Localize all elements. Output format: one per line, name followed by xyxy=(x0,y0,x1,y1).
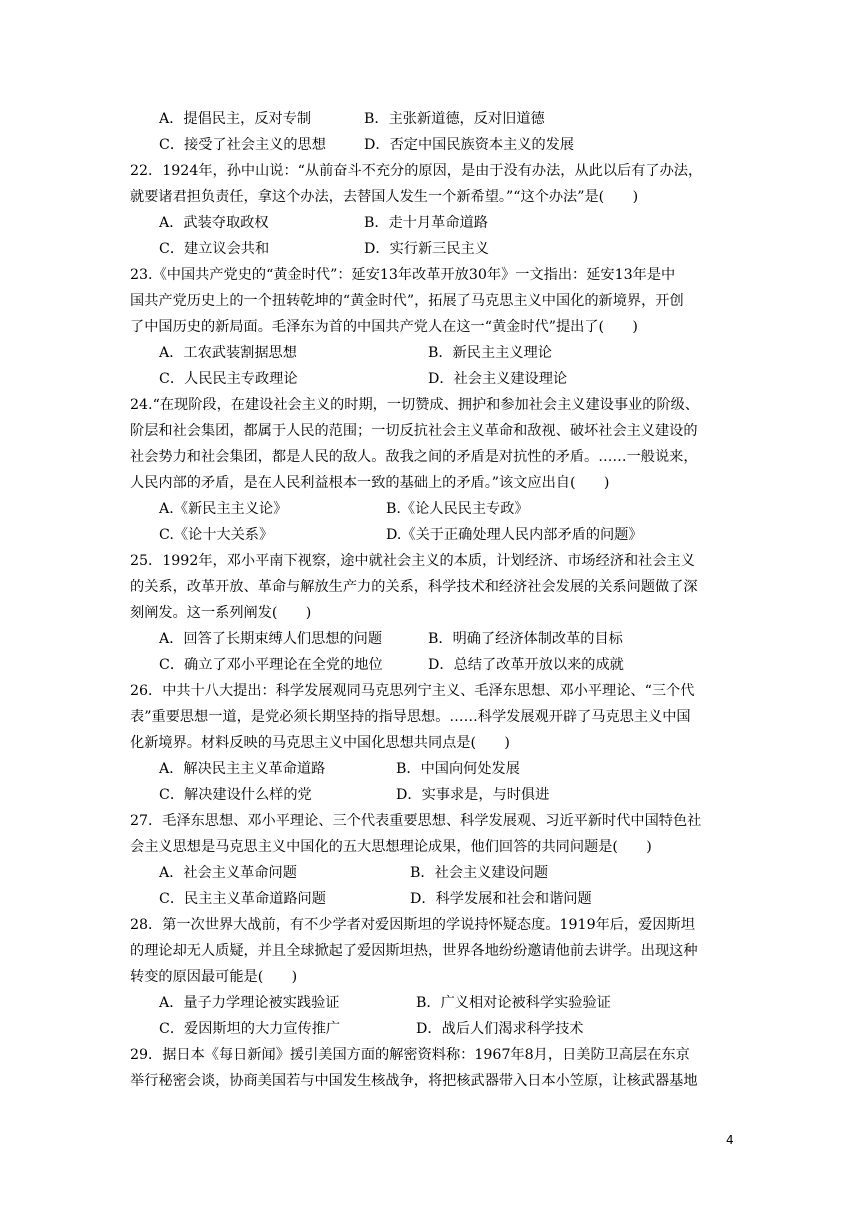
exam-content xyxy=(130,106,732,1094)
question-text-line: 的关系，改革开放、革命与解放生产力的关系，科学技术和经济社会发展的关系问题做了深 xyxy=(130,579,698,595)
answer-option: B．明确了经济体制改革的目标 xyxy=(428,631,623,647)
question-text-line: 27．毛泽东思想、邓小平理论、三个代表重要思想、科学发展观、习近平新时代中国特色社 xyxy=(130,813,702,829)
answer-option: B．中国向何处发展 xyxy=(396,761,520,777)
question-text-line: 人民内部的矛盾，是在人民利益根本一致的基础上的矛盾。”该文应出自( ) xyxy=(130,475,610,491)
answer-option: A．工农武装割据思想 xyxy=(159,345,297,361)
options-row xyxy=(130,652,732,678)
options-row xyxy=(130,782,732,808)
options-row xyxy=(130,210,732,236)
answer-option: D．总结了改革开放以来的成就 xyxy=(428,657,624,673)
options-row xyxy=(130,106,732,132)
answer-option: D．否定中国民族资本主义的发展 xyxy=(364,137,575,153)
question-text-line: 22．1924年，孙中山说：“从前奋斗不充分的原因，是由于没有办法，从此以后有了办法， xyxy=(130,163,703,179)
answer-option: C.《论十大关系》 xyxy=(159,527,274,543)
answer-option: B．社会主义建设问题 xyxy=(410,865,549,881)
answer-option: C．接受了社会主义的思想 xyxy=(159,137,326,153)
options-row xyxy=(130,522,732,548)
question-text-line: 25．1992年，邓小平南下视察，途中就社会主义的本质，计划经济、市场经济和社会主义 xyxy=(130,553,695,569)
answer-option: B．走十月革命道路 xyxy=(364,215,488,231)
answer-option: D．社会主义建设理论 xyxy=(428,371,568,387)
options-row xyxy=(130,340,732,366)
answer-option: A．社会主义革命问题 xyxy=(159,865,297,881)
options-row xyxy=(130,990,732,1016)
answer-option: B．新民主主义理论 xyxy=(428,345,552,361)
question-text-line: 刻阐发。这一系列阐发( ) xyxy=(130,605,312,621)
answer-option: B．主张新道德，反对旧道德 xyxy=(364,111,545,127)
question-text-line: 的理论却无人质疑，并且全球掀起了爱因斯坦热，世界各地纷纷邀请他前去讲学。出现这种 xyxy=(130,943,698,959)
question-text-line: 社会势力和社会集团，都是人民的敌人。敌我之间的矛盾是对抗性的矛盾。……一般说来， xyxy=(130,449,698,465)
answer-option: C．人民民主专政理论 xyxy=(159,371,298,387)
page-number: 4 xyxy=(726,1133,734,1147)
options-row xyxy=(130,236,732,262)
question-text-line: 24.“在现阶段，在建设社会主义的时期，一切赞成、拥护和参加社会主义建设事业的阶级、 xyxy=(130,397,699,413)
question-text-line: 了中国历史的新局面。毛泽东为首的中国共产党人在这一“黄金时代”提出了( ) xyxy=(130,319,638,335)
answer-option: D．实事求是，与时俱进 xyxy=(396,787,550,803)
answer-option: A．武装夺取政权 xyxy=(159,215,269,231)
options-row xyxy=(130,860,732,886)
question-text-line: 23.《中国共产党史的“黄金时代”：延安13年改革开放30年》一文指出：延安13年是中 xyxy=(130,267,676,283)
answer-option: C．爱因斯坦的大力宣传推广 xyxy=(159,1021,341,1037)
options-row xyxy=(130,886,732,912)
question-text-line: 举行秘密会谈，协商美国若与中国发生核战争，将把核武器带入日本小笠原，让核武器基地 xyxy=(130,1073,698,1089)
options-row xyxy=(130,1016,732,1042)
question-text-line: 28．第一次世界大战前，有不少学者对爱因斯坦的学说持怀疑态度。1919年后，爱因斯坦 xyxy=(130,917,695,933)
question-text-line: 转变的原因最可能是( ) xyxy=(130,969,298,985)
options-row xyxy=(130,496,732,522)
answer-option: D.《关于正确处理人民内部矛盾的问题》 xyxy=(386,527,643,543)
answer-option: C．建立议会共和 xyxy=(159,241,270,257)
answer-option: D．实行新三民主义 xyxy=(364,241,489,257)
answer-option: B.《论人民民主专政》 xyxy=(386,501,529,517)
options-row xyxy=(130,756,732,782)
question-text-line: 国共产党历史上的一个扭转乾坤的“黄金时代”，拓展了马克思主义中国化的新境界，开创 xyxy=(130,293,684,309)
question-text-line: 表”重要思想一道，是党必须长期坚持的指导思想。……科学发展观开辟了马克思主义中国 xyxy=(130,709,691,725)
options-row xyxy=(130,366,732,392)
question-text-line: 会主义思想是马克思主义中国化的五大思想理论成果，他们回答的共同问题是( ) xyxy=(130,839,652,855)
question-text-line: 阶层和社会集团，都属于人民的范围；一切反抗社会主义革命和敌视、破坏社会主义建设的 xyxy=(130,423,698,439)
answer-option: A．回答了长期束缚人们思想的问题 xyxy=(159,631,383,647)
question-text-line: 化新境界。材料反映的马克思主义中国化思想共同点是( ) xyxy=(130,735,510,751)
options-row xyxy=(130,132,732,158)
answer-option: A．量子力学理论被实践验证 xyxy=(159,995,340,1011)
answer-option: D．战后人们渴求科学技术 xyxy=(416,1021,584,1037)
answer-option: C．民主主义革命道路问题 xyxy=(159,891,326,907)
answer-option: C．确立了邓小平理论在全党的地位 xyxy=(159,657,383,673)
question-text-line: 29．据日本《每日新闻》援引美国方面的解密资料称：1967年8月，日美防卫高层在东京 xyxy=(130,1047,690,1063)
answer-option: A．提倡民主，反对专制 xyxy=(159,111,312,127)
answer-option: A．解决民主主义革命道路 xyxy=(159,761,326,777)
answer-option: B．广义相对论被科学实验验证 xyxy=(416,995,611,1011)
question-text-line: 就要诸君担负责任，拿这个办法，去替国人发生一个新希望。”“这个办法”是( ) xyxy=(130,189,639,205)
options-row xyxy=(130,626,732,652)
answer-option: A.《新民主主义论》 xyxy=(159,501,288,517)
question-text-line: 26．中共十八大提出：科学发展观同马克思列宁主义、毛泽东思想、邓小平理论、“三个代 xyxy=(130,683,695,699)
answer-option: D．科学发展和社会和谐问题 xyxy=(410,891,592,907)
answer-option: C．解决建设什么样的党 xyxy=(159,787,312,803)
